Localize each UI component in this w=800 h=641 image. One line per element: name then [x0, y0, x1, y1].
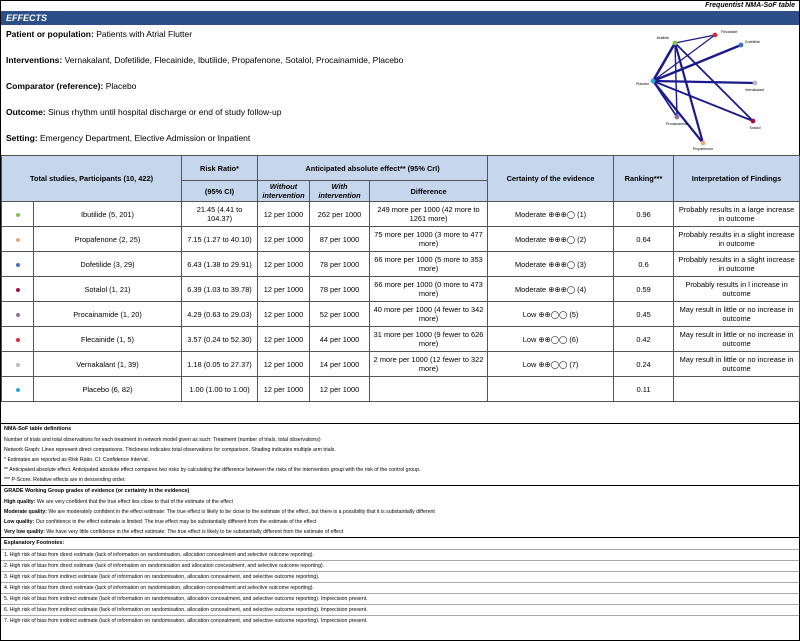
cell-difference: 40 more per 1000 (4 fewer to 342 more) [370, 302, 488, 327]
network-node [675, 115, 680, 120]
grade-title: GRADE Working Group grades of evidence (or certainty in the evidence) [4, 488, 190, 494]
grade-text: We are very confident that the true effect lies close to that of the estimate of the effect [36, 499, 233, 505]
cell-ranking: 0.96 [614, 202, 674, 227]
definition-line: Number of trials and total observations for each treatment in network model given as such: Treatment (number of trials, total observations) [4, 437, 321, 443]
header-row [2, 156, 800, 181]
table-row [2, 302, 800, 327]
cell-without: 12 per 1000 [258, 327, 310, 352]
cell-interp: Probably results in l increase in outcome [674, 277, 800, 302]
definitions-section [1, 423, 799, 485]
cell-difference: 249 more per 1000 (42 more to 1261 more) [370, 202, 488, 227]
comparator-value: Placebo [105, 81, 137, 91]
cell-rr: 7.15 (1.27 to 40.10) [182, 227, 258, 252]
interventions-value: Vernakalant, Dofetilide, Flecainide, Ibutilide, Propafenone, Sotalol, Procainamide, Placebo [64, 55, 404, 65]
population-label: Patient or population: [6, 29, 94, 39]
cell-name: Propafenone (2, 25) [34, 227, 182, 252]
grade-label: Very low quality: [4, 529, 45, 535]
cell-ranking: 0.24 [614, 352, 674, 377]
population-value: Patients with Atrial Flutter [96, 29, 193, 39]
cell-with: 14 per 1000 [310, 352, 370, 377]
cell-name: Dofetilide (3, 29) [34, 252, 182, 277]
network-node [751, 119, 756, 124]
treatment-color-dot [16, 363, 20, 367]
cell-with: 52 per 1000 [310, 302, 370, 327]
cell-without: 12 per 1000 [258, 302, 310, 327]
cell-with: 87 per 1000 [310, 227, 370, 252]
footnote-line: 7. High risk of bias from indirect estimate (lack of information on randomisation, allocation concealment, and selective outcome reporting). Imprecision present. [1, 615, 799, 626]
cell-certainty: Low ⊕⊕◯◯ (6) [488, 327, 614, 352]
difference-header: Difference [370, 181, 488, 202]
network-node-label: Placebo [636, 82, 649, 86]
cell-name: Flecainide (1, 5) [34, 327, 182, 352]
cell-with: 78 per 1000 [310, 277, 370, 302]
treatment-dot-cell [2, 327, 34, 352]
treatment-color-dot [16, 263, 20, 267]
setting-label: Setting: [6, 133, 38, 143]
grade-section [1, 485, 799, 537]
footnotes-section [1, 537, 799, 626]
treatment-dot-cell [2, 252, 34, 277]
footnote-line: 2. High risk of bias from direct estimate (lack of information on randomisation and allocation concealment, and selective outcome reporting). [1, 560, 799, 571]
cell-ranking: 0.59 [614, 277, 674, 302]
grade-line [1, 497, 799, 507]
with-header: With intervention [310, 181, 370, 202]
setting-value: Emergency Department, Elective Admission or Inpatient [40, 133, 251, 143]
cell-interp: Probably results in a large increase in outcome [674, 202, 800, 227]
cell-certainty: Low ⊕⊕◯◯ (5) [488, 302, 614, 327]
network-node-label: Dofetilide [745, 40, 760, 44]
treatment-dot-cell [2, 302, 34, 327]
cell-difference: 2 more per 1000 (12 fewer to 322 more) [370, 352, 488, 377]
cell-without: 12 per 1000 [258, 377, 310, 402]
cell-name: Procainamide (1, 20) [34, 302, 182, 327]
network-node [673, 41, 678, 46]
cell-without: 12 per 1000 [258, 352, 310, 377]
cell-rr: 6.43 (1.38 to 29.91) [182, 252, 258, 277]
footnote-area [1, 423, 799, 626]
treatment-color-dot [16, 338, 20, 342]
cell-with: 12 per 1000 [310, 377, 370, 402]
network-edge [653, 45, 741, 81]
cell-ranking: 0.45 [614, 302, 674, 327]
cell-rr: 6.39 (1.03 to 39.78) [182, 277, 258, 302]
network-node-label: Sotalol [749, 126, 761, 130]
network-node-label: Propafenone [692, 147, 714, 151]
cell-difference: 66 more per 1000 (0 more to 473 more) [370, 277, 488, 302]
grade-line [1, 507, 799, 517]
network-node [753, 81, 758, 86]
outcome-label: Outcome: [6, 107, 46, 117]
table-row [2, 327, 800, 352]
ranking-header: Ranking*** [614, 156, 674, 202]
table-row [2, 377, 800, 402]
cell-without: 12 per 1000 [258, 252, 310, 277]
cell-interp: May result in little or no increase in outcome [674, 302, 800, 327]
cell-certainty: Low ⊕⊕◯◯ (7) [488, 352, 614, 377]
cell-name: Vernakalant (1, 39) [34, 352, 182, 377]
interventions-label: Interventions: [6, 55, 63, 65]
certainty-header: Certainty of the evidence [488, 156, 614, 202]
treatment-dot-cell [2, 352, 34, 377]
grade-text: We have very little confidence in the effect estimate: The true effect is likely to be substantially different from the estimate of effect [46, 529, 344, 535]
cell-certainty: Moderate ⊕⊕⊕◯ (3) [488, 252, 614, 277]
cell-certainty: Moderate ⊕⊕⊕◯ (4) [488, 277, 614, 302]
cell-rr: 4.29 (0.63 to 29.03) [182, 302, 258, 327]
treatment-color-dot [16, 288, 20, 292]
network-edge [675, 43, 677, 117]
comparator-label: Comparator (reference): [6, 81, 104, 91]
rr-ci-header: (95% CI) [182, 181, 258, 202]
footnote-line: 4. High risk of bias from direct estimate (lack of information on randomisation, allocation concealment and selective outcome reporting). [1, 582, 799, 593]
cell-ranking: 0.42 [614, 327, 674, 352]
treatment-color-dot [16, 313, 20, 317]
definition-line: * Estimates are reported as Risk Ratio. CI: Confidence Interval. [4, 457, 150, 463]
cell-name: Sotalol (1, 21) [34, 277, 182, 302]
network-node [651, 79, 656, 84]
network-node [701, 141, 706, 146]
cell-difference: 66 more per 1000 (5 more to 353 more) [370, 252, 488, 277]
table-row [2, 202, 800, 227]
cell-interp [674, 377, 800, 402]
effect-header: Anticipated absolute effect** (95% CrI) [258, 156, 488, 181]
cell-interp: May result in little or no increase in outcome [674, 352, 800, 377]
cell-certainty: Moderate ⊕⊕⊕◯ (2) [488, 227, 614, 252]
cell-rr: 1.18 (0.05 to 27.37) [182, 352, 258, 377]
cell-rr: 1.00 (1.00 to 1.00) [182, 377, 258, 402]
network-edge [653, 81, 755, 83]
footnote-line: 6. High risk of bias from indirect estimate (lack of information on randomisation, allocation concealment, and selective outcome reporting). Imprecision present. [1, 604, 799, 615]
footnote-line: 1. High risk of bias from direct estimate (lack of information on randomisation, allocation concealment and selective outcome reporting). [1, 549, 799, 560]
cell-without: 12 per 1000 [258, 277, 310, 302]
network-node-label: Vernakalant [745, 88, 764, 92]
table-row [2, 352, 800, 377]
grade-line [1, 527, 799, 537]
cell-ranking: 0.11 [614, 377, 674, 402]
treatment-dot-cell [2, 277, 34, 302]
cell-interp: Probably results in a slight increase in outcome [674, 252, 800, 277]
cell-difference: 75 more per 1000 (3 more to 477 more) [370, 227, 488, 252]
cell-interp: Probably results in a slight increase in outcome [674, 227, 800, 252]
grade-label: High quality: [4, 499, 36, 505]
treatment-color-dot [16, 238, 20, 242]
outcome-line [6, 107, 281, 117]
definition-line: ** Anticipated absolute effect. Anticipated absolute effect compares two risks by calculating the difference between the risks of the intervention group with the risk of the control group. [4, 467, 421, 473]
cell-difference [370, 377, 488, 402]
table-row [2, 227, 800, 252]
treatment-dot-cell [2, 202, 34, 227]
cell-ranking: 0.6 [614, 252, 674, 277]
network-graph [636, 29, 764, 153]
without-header: Without intervention [258, 181, 310, 202]
cell-ranking: 0.64 [614, 227, 674, 252]
cell-with: 44 per 1000 [310, 327, 370, 352]
cell-difference: 31 more per 1000 (9 fewer to 626 more) [370, 327, 488, 352]
grade-text: We are moderately confident in the effect estimate: The true effect is likely to be close to the estimate of the effect, but there is a possibility that it is substantially different [48, 509, 435, 515]
treatment-color-dot [16, 213, 20, 217]
network-node-label: Flecainide [721, 30, 738, 34]
definition-line: Network Graph: Lines represent direct comparisons. Thickness indicates total observations for comparison. Shading indicates multiple arm trials. [4, 447, 336, 453]
effects-table [1, 155, 800, 402]
footnote-line: 5. High risk of bias from indirect estimate (lack of information on randomisation, allocation concealment, and selective outcome reporting). Imprecision present. [1, 593, 799, 604]
cell-interp: May result in little or no increase in outcome [674, 327, 800, 352]
treatment-dot-cell [2, 377, 34, 402]
cell-rr: 21.45 (4.41 to 104.37) [182, 202, 258, 227]
interpretation-header: Interpretation of Findings [674, 156, 800, 202]
population-line [6, 29, 192, 39]
network-node [713, 33, 718, 38]
grade-line [1, 517, 799, 527]
cell-name: Ibutilide (5, 201) [34, 202, 182, 227]
grade-label: Low quality: [4, 519, 35, 525]
table-type-label: Frequentist NMA-SoF table [705, 2, 795, 9]
footnotes-title: Explanatory Footnotes: [4, 540, 65, 546]
interventions-line [6, 55, 403, 65]
cell-certainty: Moderate ⊕⊕⊕◯ (1) [488, 202, 614, 227]
network-node-label: Procainamide [666, 122, 688, 126]
table-body [2, 202, 800, 402]
definition-line: *** P-Score. Relative effects are in descending order. [4, 477, 126, 483]
comparator-line [6, 81, 136, 91]
table-row [2, 252, 800, 277]
cell-without: 12 per 1000 [258, 202, 310, 227]
cell-without: 12 per 1000 [258, 227, 310, 252]
treatment-dot-cell [2, 227, 34, 252]
cell-with: 78 per 1000 [310, 252, 370, 277]
grade-text: Our confidence in the effect estimate is limited: The true effect may be substantially different from the estimate of the effect [35, 519, 317, 525]
network-node-label: Ibutilide [656, 36, 669, 40]
info-block [1, 25, 799, 155]
cell-name: Placebo (6, 82) [34, 377, 182, 402]
cell-with: 262 per 1000 [310, 202, 370, 227]
grade-label: Moderate quality: [4, 509, 47, 515]
network-edges [653, 35, 755, 143]
treatment-color-dot [16, 388, 20, 392]
footnote-line: 3. High risk of bias from indirect estimate (lack of information on randomisation, allocation concealment, and selective outcome reporting). [1, 571, 799, 582]
cell-certainty [488, 377, 614, 402]
network-node [739, 43, 744, 48]
table-row [2, 277, 800, 302]
effects-section-bar: EFFECTS [1, 11, 799, 25]
rr-header: Risk Ratio* [182, 156, 258, 181]
definitions-title: NMA-SoF table definitions [4, 426, 72, 432]
studies-header: Total studies, Participants (10, 422) [2, 156, 182, 202]
cell-rr: 3.57 (0.24 to 52.30) [182, 327, 258, 352]
setting-line [6, 133, 250, 143]
outcome-value: Sinus rhythm until hospital discharge or end of study follow-up [48, 107, 282, 117]
